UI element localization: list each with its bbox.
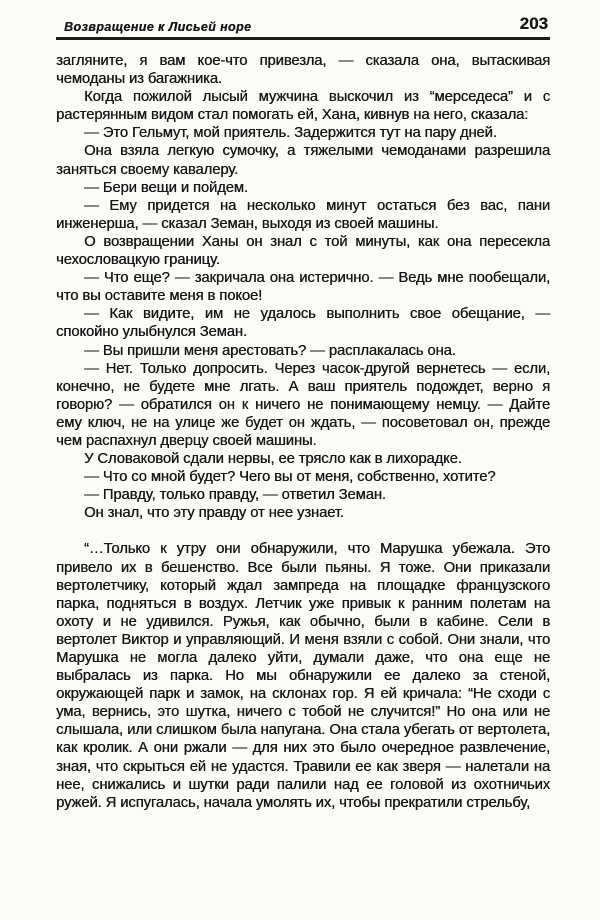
paragraph: — Что со мной будет? Чего вы от меня, собственно, хотите? bbox=[84, 469, 496, 486]
header-rule bbox=[56, 37, 550, 40]
paragraph: загляните, я вам кое-что привезла, — сказала она, вытаскивая чемоданы из багажника. bbox=[56, 53, 550, 88]
paragraph: У Словаковой сдали нервы, ее трясло как в лихорадке. bbox=[84, 451, 462, 468]
paragraph: — Вы пришли меня арестовать? — расплакалась она. bbox=[84, 342, 456, 359]
paragraph: Он знал, что эту правду от нее узнает. bbox=[84, 505, 344, 522]
paragraph: “…Только к утру они обнаружили, что Марушка убежала. Это привело их в бешенство. Все были пьяны. Я тоже. Они приказали вертолетчику, который ждал зампреда на площадке французского парка, подняться в воздух. Летчик уже привык к ранним полетам на охоту и не удивился. Ружья, как обычно, были в кабине. Сели в вертолет Виктор и управляющий. И меня взяли с собой. Они знали, что Марушка не могла далеко уйти, думали даже, что она еще не выбралась из парка. Но мы обнаружили ее далеко за стеной, окружающей парк и замок, на склонах гор. Я ей кричала: “Не сходи с ума, вернись, это шутка, ничего с тобой не случится!” Но она или не слышала, или слишком была напугана. Она стала убегать от вертолета, как кролик. А они ржали — для них это было очередное развлечение, зная, что скрыться ей не удастся. Травили ее как зверя — налетали на нее, снижались и шутки ради палили над ее головой из охотничьих ружей. Я испугалась, начала умолять их, чтобы прекратили стрельбу, bbox=[56, 541, 550, 811]
paragraph: — Нет. Только допросить. Через часок-другой вернетесь — если, конечно, не будете мне лгать. А ваш приятель подождет, верно я говорю? — обратился он к ничего не понимающему немцу. — Дайте ему ключ, не на улице же будет он ждать, — посоветовал он, прежде чем распахнул дверцу своей машины. bbox=[56, 360, 550, 449]
running-title: Возвращение к Лисьей норе bbox=[64, 20, 252, 34]
paragraph: Она взяла легкую сумочку, а тяжелыми чемоданами разрешила заняться своему кавалеру. bbox=[56, 143, 550, 178]
paragraph: — Что еще? — закричала она истерично. — Ведь мне пообещали, что вы оставите меня в покое! bbox=[56, 270, 550, 305]
paragraph: Когда пожилой лысый мужчина выскочил из “мерседеса” и с растерянным видом стал помогать ей, Хана, кивнув на него, сказала: bbox=[56, 89, 550, 124]
paragraph: — Бери вещи и пойдем. bbox=[84, 179, 248, 196]
paragraph: — Как видите, им не удалось выполнить свое обещание, — спокойно улыбнулся Земан. bbox=[56, 306, 550, 341]
paragraph: О возвращении Ханы он знал с той минуты, как она пересекла чехословацкую границу. bbox=[56, 233, 550, 269]
paragraph: — Ему придется на несколько минут остаться без вас, пани инженерша, — сказал Земан, выходя из своей машины. bbox=[56, 197, 550, 232]
paragraph: — Правду, только правду, — ответил Земан. bbox=[84, 487, 386, 504]
page-body bbox=[56, 52, 550, 812]
paragraph: — Это Гельмут, мой приятель. Задержится тут на пару дней. bbox=[84, 125, 497, 142]
page-number: 203 bbox=[519, 14, 548, 33]
page-header bbox=[56, 14, 550, 37]
